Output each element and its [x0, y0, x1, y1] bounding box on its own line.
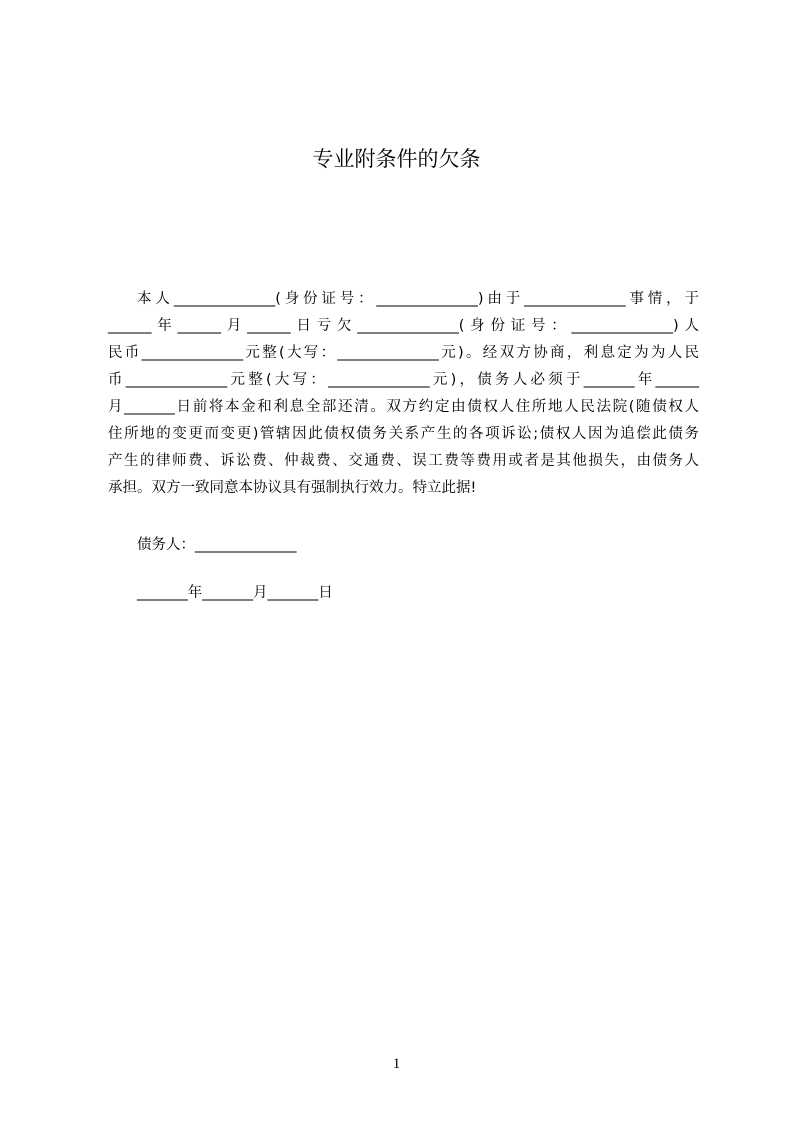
body-line: 住所地的变更而变更)管辖因此债权债务关系产生的各项诉讼;债权人因为追偿此债务: [108, 426, 699, 442]
body-line: 币______________元整(大写：______________元)，债务人必须于_______年______: [108, 372, 699, 388]
debtor-signature-line: 债务人：______________: [137, 537, 297, 553]
page-number: 1: [392, 1056, 401, 1072]
body-line: 产生的律师费、诉讼费、仲裁费、交通费、误工费等费用或者是其他损失，由债务人: [108, 453, 699, 469]
date-line: _______年_______月_______日: [137, 585, 333, 601]
body-line: 月_______日前将本金和利息全部还清。双方约定由债权人住所地人民法院(随债权人: [108, 399, 699, 415]
body-line: ______年______月______日亏欠______________(身份证号：______________)人: [108, 318, 699, 334]
document-body: [108, 288, 699, 504]
body-line: 民币______________元整(大写：______________元)。经双方协商，利息定为为人民: [108, 345, 699, 361]
document-title: 专业附条件的欠条: [312, 147, 481, 171]
body-line: 本人______________(身份证号：______________)由于______________事情，于: [137, 291, 699, 307]
body-line: 承担。双方一致同意本协议具有强制执行效力。特立此据!: [108, 480, 477, 496]
